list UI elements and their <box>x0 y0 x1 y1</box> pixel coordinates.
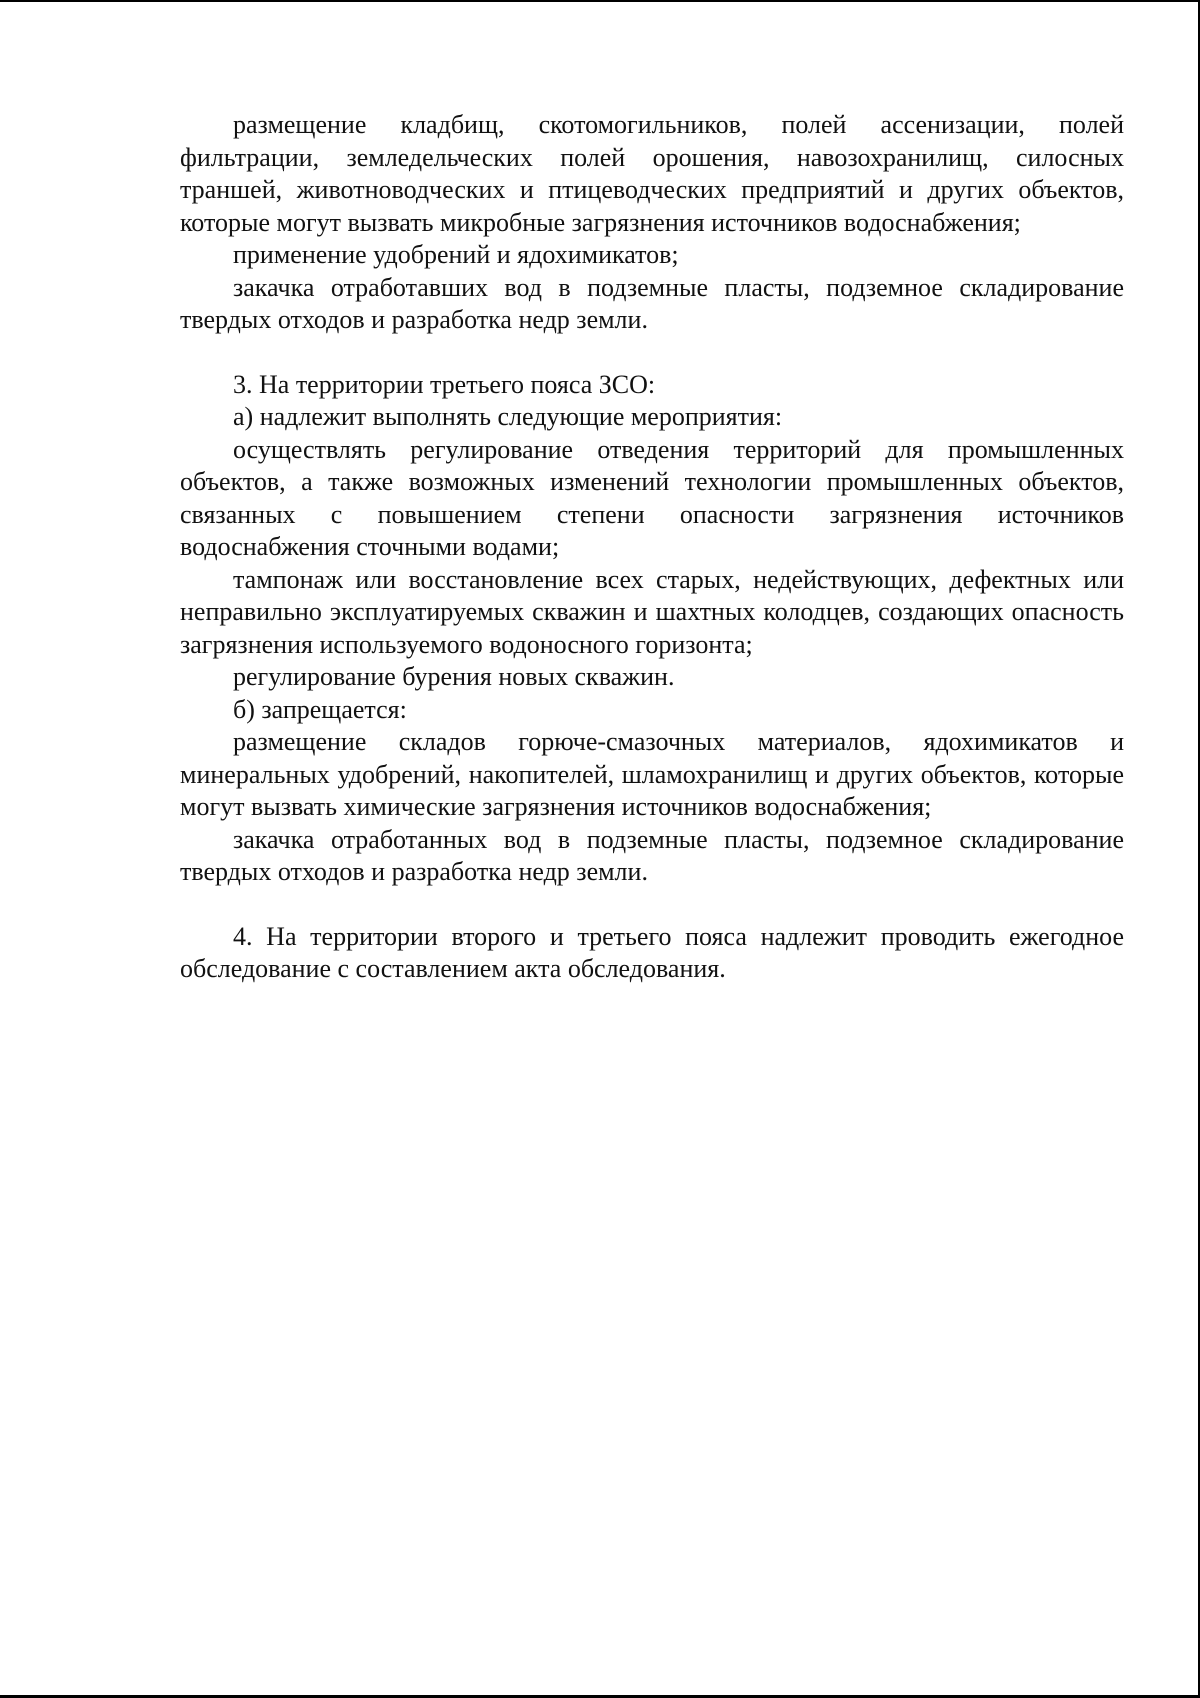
paragraph-storage-prohibited: размещение складов горюче-смазочных материалов, ядохимикатов и минеральных удобрений, накопителей, шламохранилищ и других объектов, которые могут вызвать химические загрязнения источников водоснабжения; <box>180 727 1124 821</box>
section-4-paragraph: 4. На территории второго и третьего пояса надлежит проводить ежегодное обследование с составлением акта обследования. <box>180 921 1124 983</box>
paragraph-required-measures: а) надлежит выполнять следующие мероприятия: <box>233 402 783 431</box>
paragraph-prohibited-objects: размещение кладбищ, скотомогильников, полей ассенизации, полей фильтрации, земледельческих полей орошения, навозохранилищ, силосных траншей, животноводческих и птицеводческих предприятий и других объектов, которые могут вызвать микробные загрязнения источников водоснабжения; <box>180 110 1124 237</box>
paragraph-injection-second-zone: закачка отработавших вод в подземные пласты, подземное складирование твердых отходов и разработка недр земли. <box>180 272 1124 334</box>
paragraph-regulation-industrial: осуществлять регулирование отведения территорий для промышленных объектов, а также возможных изменений технологии промышленных объектов, связанных с повышением степени опасности загрязнения источников водоснабжения сточными водами; <box>180 434 1124 561</box>
document-body <box>180 109 1124 986</box>
paragraph-fertilizers: применение удобрений и ядохимикатов; <box>233 240 679 269</box>
section-3-heading: 3. На территории третьего пояса ЗСО: <box>233 369 656 399</box>
scan-edge-top <box>0 0 1200 2</box>
paragraph-plugging-wells: тампонаж или восстановление всех старых, недействующих, дефектных или неправильно эксплуатируемых скважин и шахтных колодцев, создающих опасность загрязнения используемого водоносного горизонта; <box>180 564 1124 659</box>
paragraph-injection-third-zone: закачка отработанных вод в подземные пласты, подземное складирование твердых отходов и разработка недр земли. <box>180 824 1124 886</box>
paragraph-drilling-regulation: регулирование бурения новых скважин. <box>233 662 675 691</box>
paragraph-prohibited-heading: б) запрещается: <box>233 694 407 724</box>
